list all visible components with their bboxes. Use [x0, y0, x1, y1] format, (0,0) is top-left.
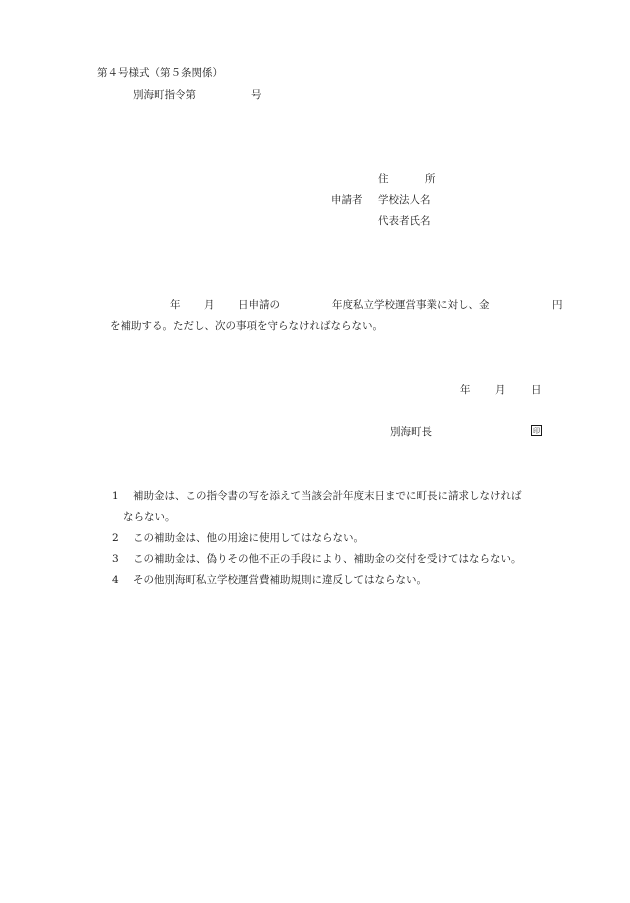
body-fiscal-year-text: 年度私立学校運営事業に対し、金 [332, 299, 490, 311]
condition-number: 1 [112, 490, 119, 502]
corporation-name-label: 学校法人名 [378, 194, 431, 206]
seal-mark: 印 [533, 427, 540, 435]
representative-label: 代表者氏名 [378, 215, 431, 227]
body-line-2: を補助する。ただし、次の事項を守らなければならない。 [110, 320, 383, 332]
applicant-label: 申請者 [331, 194, 363, 206]
condition-text-continued: ならない。 [123, 511, 176, 523]
condition-text: その他別海町私立学校運営費補助規則に違反してはならない。 [133, 574, 427, 586]
condition-number: 2 [112, 532, 119, 544]
body-month: 月 [204, 299, 215, 311]
condition-number: 4 [112, 574, 119, 586]
condition-number: 3 [112, 553, 119, 565]
body-yen: 円 [552, 299, 563, 311]
document-number-suffix: 号 [251, 89, 262, 101]
date-year: 年 [460, 384, 471, 396]
mayor-title: 別海町長 [390, 426, 432, 438]
form-number: 第４号様式（第５条関係） [97, 67, 223, 79]
condition-text: この補助金は、偽りその他不正の手段により、補助金の交付を受けてはならない。 [133, 553, 522, 565]
address-label-1: 住 [378, 173, 389, 185]
condition-text: 補助金は、この指令書の写を添えて当該会計年度末日までに町長に請求しなければ [133, 490, 522, 502]
address-label-2: 所 [425, 173, 436, 185]
date-month: 月 [495, 384, 506, 396]
document-number-prefix: 別海町指令第 [133, 89, 196, 101]
body-day-applied: 日申請の [238, 299, 280, 311]
body-year: 年 [170, 299, 181, 311]
date-day: 日 [531, 384, 542, 396]
condition-text: この補助金は、他の用途に使用してはならない。 [133, 532, 364, 544]
